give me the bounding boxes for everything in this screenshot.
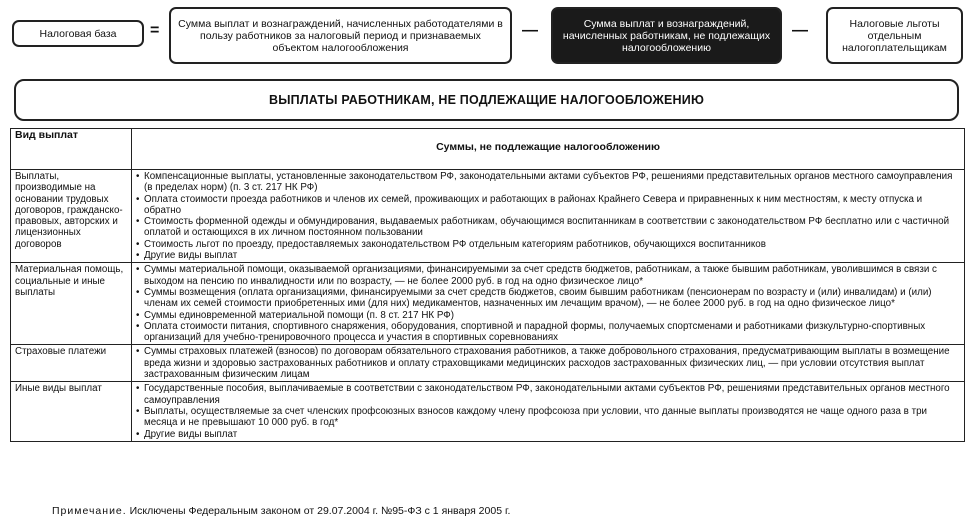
list-item: • Суммы страховых платежей (взносов) по договорам обязательного страхования работников, а также добровольного страхования, предусматривающим выплаты в возмещение вреда жизни и здоровью застрахованных работников и оплату страховщиками медицинских расходов застрахованных физических лиц, — при условии отсутствия выплат застрахованным физическим лицам bbox=[136, 346, 960, 380]
table-header-row bbox=[11, 129, 965, 142]
list-item: • Суммы материальной помощи, оказываемой организациями, финансируемыми за счет средств бюджетов, работникам, а также бывшим работникам, уволившимся в связи с выходом на пенсию по инвалидности или по возрасту, — не более 2000 руб. в год на одно физическое лицо* bbox=[136, 264, 960, 287]
list-item: • Компенсационные выплаты, установленные законодательством РФ, законодательными актами субъектов РФ, решениями представительных органов местного самоуправления (в пределах норм) (п. 3 ст. 217 НК РФ) bbox=[136, 171, 960, 194]
row-items bbox=[132, 345, 965, 382]
minus-sign-1: — bbox=[522, 22, 538, 39]
row-items bbox=[132, 382, 965, 441]
exempt-payments-table bbox=[10, 128, 965, 442]
table-row bbox=[11, 170, 965, 263]
list-item: • Стоимость льгот по проезду, предоставляемых законодательством РФ отдельным категориям работников, обучающихся воспитанников bbox=[136, 239, 960, 250]
footnote-text: Исключены Федеральным законом от 29.07.2004 г. №95-ФЗ с 1 января 2005 г. bbox=[129, 505, 511, 517]
exempt-payments-box: Сумма выплат и вознаграждений, начисленных работникам, не подлежащих налогообложению bbox=[551, 7, 782, 64]
column-header-amounts: Суммы, не подлежащие налогообложению bbox=[132, 141, 965, 170]
list-item: • Оплата стоимости проезда работников и членов их семей, проживающих и работающих в районах Крайнего Севера и приравненных к ним местностям, к месту отпуска и обратно bbox=[136, 194, 960, 217]
table-row bbox=[11, 263, 965, 345]
column-header-type: Вид выплат bbox=[11, 129, 132, 170]
equals-sign: = bbox=[150, 22, 160, 39]
payments-box: Сумма выплат и вознаграждений, начисленных работодателями в пользу работников за налоговый период и признаваемых объектом налогообложения bbox=[169, 7, 512, 64]
section-banner: ВЫПЛАТЫ РАБОТНИКАМ, НЕ ПОДЛЕЖАЩИЕ НАЛОГООБЛОЖЕНИЮ bbox=[14, 79, 959, 121]
list-item: • Суммы единовременной материальной помощи (п. 8 ст. 217 НК РФ) bbox=[136, 310, 960, 321]
row-items bbox=[132, 263, 965, 345]
list-item: • Другие виды выплат bbox=[136, 250, 960, 261]
list-item: • Другие виды выплат bbox=[136, 429, 960, 440]
list-item: • Суммы возмещения (оплата организациями, финансируемыми за счет средств бюджетов, своим бывшим работникам (пенсионерам по возрасту и (или) инвалидам) и (или) членам их семей стоимости приобретенных ими (для них) медикаментов, назначенных им лечащим врачом), — не более 2000 руб. в год на одно физическое лицо* bbox=[136, 287, 960, 310]
row-category: Выплаты, производимые на основании трудовых договоров, гражданско-правовых, авторских и лицензионных договоров bbox=[11, 170, 132, 263]
list-item: • Оплата стоимости питания, спортивного снаряжения, оборудования, спортивной и парадной формы, получаемых спортсменами и работниками физкультурно-спортивных организаций для учебно-тренировочного процесса и участия в спортивных соревнованиях bbox=[136, 321, 960, 344]
tax-base-box: Налоговая база bbox=[12, 20, 144, 47]
footnote bbox=[52, 505, 510, 517]
table-row bbox=[11, 382, 965, 441]
row-category: Материальная помощь, социальные и иные выплаты bbox=[11, 263, 132, 345]
row-category: Страховые платежи bbox=[11, 345, 132, 382]
footnote-label: Примечание. bbox=[52, 505, 127, 517]
row-category: Иные виды выплат bbox=[11, 382, 132, 441]
list-item: • Выплаты, осуществляемые за счет членских профсоюзных взносов каждому члену профсоюза при условии, что данные выплаты производятся не чаще одного раза в три месяца и не превышают 10 000 руб. в год* bbox=[136, 406, 960, 429]
row-items bbox=[132, 170, 965, 263]
list-item: • Государственные пособия, выплачиваемые в соответствии с законодательством РФ, законодательными актами субъектов РФ, решениями представительных органов местного самоуправления bbox=[136, 383, 960, 406]
tax-benefits-box: Налоговые льготы отдельным налогоплательщикам bbox=[826, 7, 963, 64]
minus-sign-2: — bbox=[792, 22, 808, 39]
table-row bbox=[11, 345, 965, 382]
header-spacer bbox=[132, 129, 965, 142]
list-item: • Стоимость форменной одежды и обмундирования, выдаваемых работникам, обучающимся воспитанникам в соответствии с законодательством РФ бесплатно или с частичной оплатой и остающихся в их личном постоянном пользовании bbox=[136, 216, 960, 239]
